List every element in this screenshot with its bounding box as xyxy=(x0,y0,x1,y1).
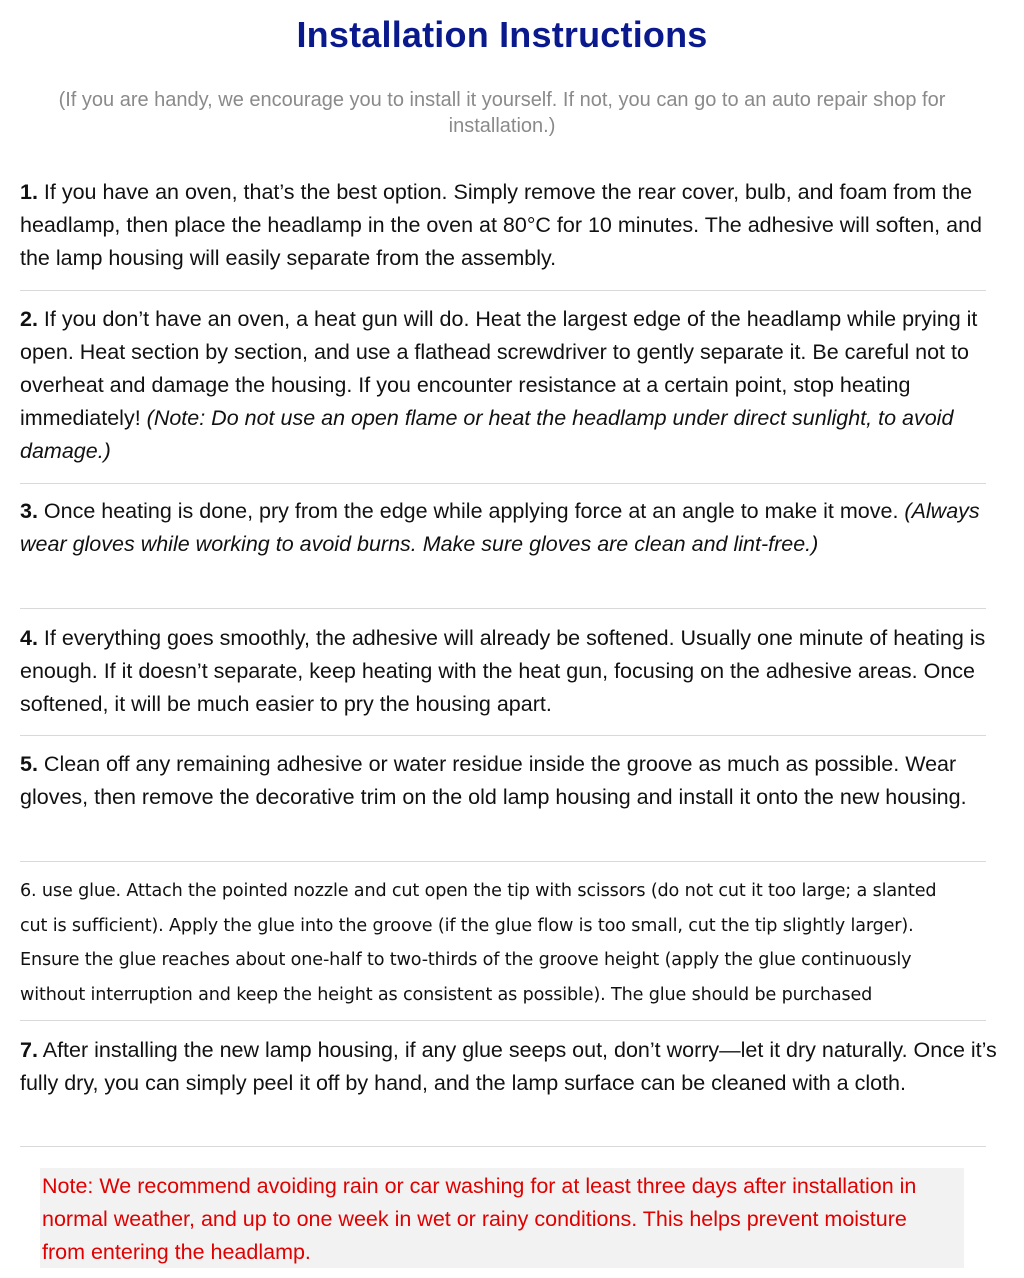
step-number: 4. xyxy=(20,626,38,650)
divider xyxy=(20,735,986,736)
step-number: 7. xyxy=(20,1038,38,1062)
step-text: After installing the new lamp housing, if any glue seeps out, don’t worry—let it dry naturally. Once it’s fully dry, you can simply peel it off by hand, and the lamp surface can be cleaned with a cloth. xyxy=(20,1038,997,1095)
page-subtitle: (If you are handy, we encourage you to install it yourself. If not, you can go to an auto repair shop for installation.) xyxy=(58,89,946,137)
step-text: If you don’t have an oven, a heat gun will do. Heat the largest edge of the headlamp while prying it open. Heat section by section, and use a flathead screwdriver to gently separate it. Be careful not to overheat and damage the housing. If you encounter resistance at a certain point, stop heating immediately! xyxy=(20,307,978,430)
step-text: Clean off any remaining adhesive or water residue inside the groove as much as possible. Wear gloves, then remove the decorative trim on the old lamp housing and install it onto the new housing. xyxy=(20,752,967,809)
step-3 xyxy=(20,495,1000,561)
step-6-line: 6. use glue. Attach the pointed nozzle and cut open the tip with scissors (do not cut it too large; a slanted xyxy=(20,881,937,901)
divider xyxy=(20,608,986,609)
step-6 xyxy=(20,874,1020,1012)
divider xyxy=(20,1020,986,1021)
divider xyxy=(20,290,986,291)
step-1 xyxy=(20,176,1000,275)
step-text: If everything goes smoothly, the adhesive will already be softened. Usually one minute of heating is enough. If it doesn’t separate, keep heating with the heat gun, focusing on the adhesive areas. Once softened, it will be much easier to pry the housing apart. xyxy=(20,626,986,716)
page-title: Installation Instructions xyxy=(296,14,708,55)
step-4 xyxy=(20,622,1000,721)
step-5 xyxy=(20,748,1000,814)
step-2 xyxy=(20,303,1000,468)
step-6-line: cut is sufficient). Apply the glue into the groove (if the glue flow is too small, cut the tip slightly larger). xyxy=(20,915,914,936)
step-number: 1. xyxy=(20,180,38,204)
step-note: (Always wear gloves while working to avoid burns. Make sure gloves are clean and lint-free.) xyxy=(20,499,980,556)
step-text: Once heating is done, pry from the edge while applying force at an angle to make it move. xyxy=(37,499,905,523)
step-6-line: Ensure the glue reaches about one-half to two-thirds of the groove height (apply the glue continuously xyxy=(20,950,912,970)
warning-note: Note: We recommend avoiding rain or car washing for at least three days after installation in normal weather, and up to one week in wet or rainy conditions. This helps prevent moisture from entering the headlamp. xyxy=(42,1174,917,1264)
step-number: 3. xyxy=(20,499,38,523)
divider xyxy=(20,483,986,484)
divider xyxy=(20,1146,986,1147)
step-note: (Note: Do not use an open flame or heat the headlamp under direct sunlight, to avoid damage.) xyxy=(20,406,954,463)
step-6-line: without interruption and keep the height as consistent as possible). The glue should be purchased xyxy=(20,984,873,1005)
divider xyxy=(20,861,986,862)
step-number: 5. xyxy=(20,752,38,776)
step-text: If you have an oven, that’s the best option. Simply remove the rear cover, bulb, and foam from the headlamp, then place the headlamp in the oven at 80°C for 10 minutes. The adhesive will soften, and the lamp housing will easily separate from the assembly. xyxy=(20,180,982,270)
step-number: 2. xyxy=(20,307,38,331)
step-7 xyxy=(20,1034,1000,1100)
